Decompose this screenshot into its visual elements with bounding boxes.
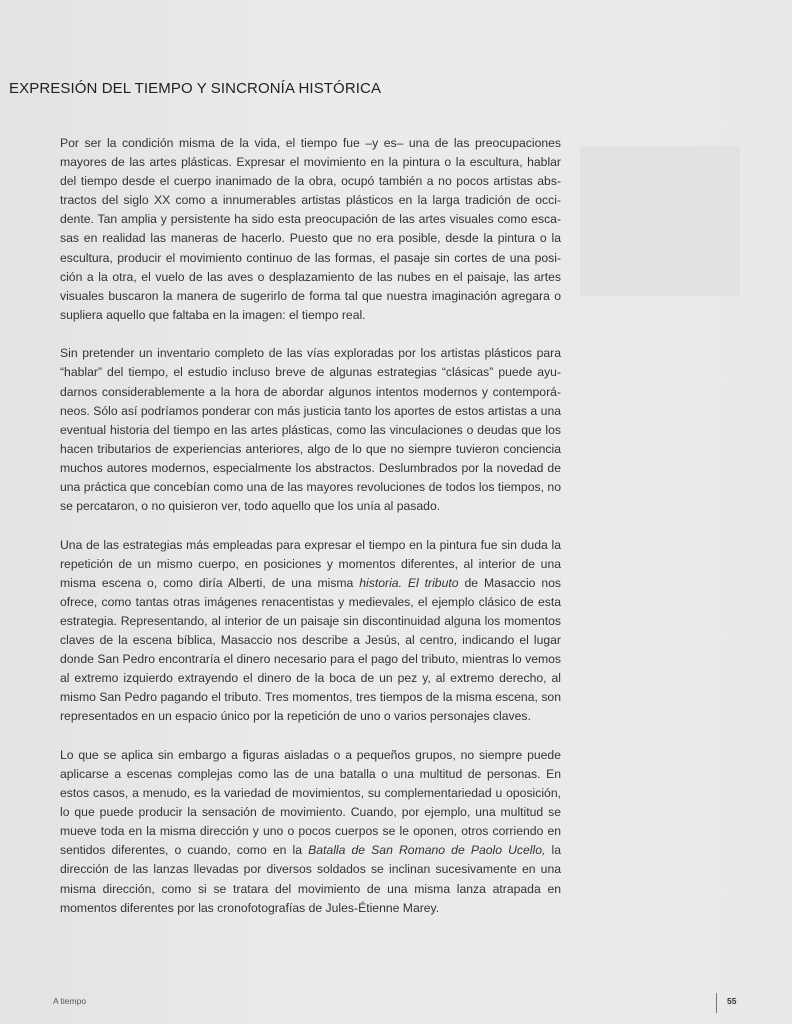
paragraph	[60, 746, 561, 918]
footer-divider	[716, 993, 717, 1013]
running-footer-section: A tiempo	[53, 996, 87, 1006]
paragraph	[60, 134, 561, 325]
text-run: Lo que se aplica sin embargo a figuras aisladas o a pequeños grupos, no siempre puede aplicarse a escenas complejas como las de una batalla o una multitud de personas. En estos casos, a menudo, es la variedad de movimientos, su complementariedad u oposición, lo que puede producir la sensación de movimiento. Cuando, por ejemplo, una multitud se mueve toda en la misma dirección y uno o pocos cuerpos se le oponen, otros corriendo en sentidos diferentes, o cuando, como en la	[60, 747, 561, 858]
article-body	[60, 134, 561, 937]
paragraph	[60, 344, 561, 516]
text-run: Una de las estrategias más empleadas para expresar el tiempo en la pintura fue sin duda la repetición de un mismo cuerpo, en posiciones y momentos diferentes, al interior de una misma escena o, como diría Alberti, de una misma	[60, 537, 561, 590]
paragraph	[60, 536, 561, 727]
text-run: Por ser la condición misma de la vida, el tiempo fue –y es– una de las preocupaciones mayores de las artes plásticas. Expresar el movimiento en la pintura o la escultura, hablar del tiempo desde el cuerpo inanimado de la obra, ocupó también a no pocos artistas abstractos del siglo XX como a innumerables artistas plásticos en la larga tradición de occidente. Tan amplia y persistente ha sido esta preocupación de las artes visuales como escasas en realidad las maneras de hacerlo. Puesto que no era posible, desde la pintura o la escultura, producir el movimiento continuo de las formas, el pasaje sin cortes de una posición a la otra, el vuelo de las aves o desplazamiento de las nubes en el paisaje, las artes visuales buscaron la manera de sugerirlo de forma tal que nuestra imaginación agregara o supliera aquello que faltaba en la imagen: el tiempo real.	[60, 136, 561, 322]
page-number: 55	[727, 996, 737, 1006]
italic-text: Batalla de San Romano de Paolo Ucello,	[308, 843, 546, 858]
show-through-shadow	[580, 146, 740, 296]
text-run: de Masaccio nos ofrece, como tantas otras imágenes renacentistas y medievales, el ejemplo clásico de esta estrategia. Representando, al interior de un paisaje sin discontinuidad alguna los momentos claves de la escena bíblica, Masaccio nos describe a Jesús, al centro, indicando el lugar donde San Pedro encontraría el dinero necesario para el pago del tributo, mientras lo vemos al extremo izquierdo extrayendo el dinero de la boca de un pez y, al extremo derecho, al mismo San Pedro pagando el tributo. Tres momentos, tres tiempos de la misma escena, son representados en un espacio único por la repetición de uno o varios personajes claves.	[60, 575, 562, 724]
page-title: EXPRESIÓN DEL TIEMPO Y SINCRONÍA HISTÓRICA	[9, 80, 382, 97]
italic-text: historia. El tributo	[359, 575, 459, 590]
text-run: Sin pretender un inventario completo de las vías exploradas por los artistas plásticos para “hablar” del tiempo, el estudio incluso breve de algunas estrategias “clásicas” puede ayudarnos considerablemente a la hora de abordar algunos intentos modernos y contemporáneos. Sólo así podríamos ponderar con más justicia tanto los aportes de estos artistas a una eventual historia del tiempo en las artes plásticas, como las vinculaciones o deudas que los hacen tributarios de experiencias anteriores, algo de lo que no siempre tuvieron conciencia muchos autores modernos, especialmente los abstractos. Deslumbrados por la novedad de una práctica que concebían como una de las mayores revoluciones de todos los tiempos, no se percataron, o no quisieron ver, todo aquello que los unía al pasado.	[60, 346, 561, 514]
text-run: la dirección de las lanzas llevadas por diversos soldados se inclinan sucesivamente en una misma dirección, como si se tratara del movimiento de una misma lanza atrapada en momentos diferentes por las cronofotografías de Jules-Étienne Marey.	[60, 843, 561, 915]
